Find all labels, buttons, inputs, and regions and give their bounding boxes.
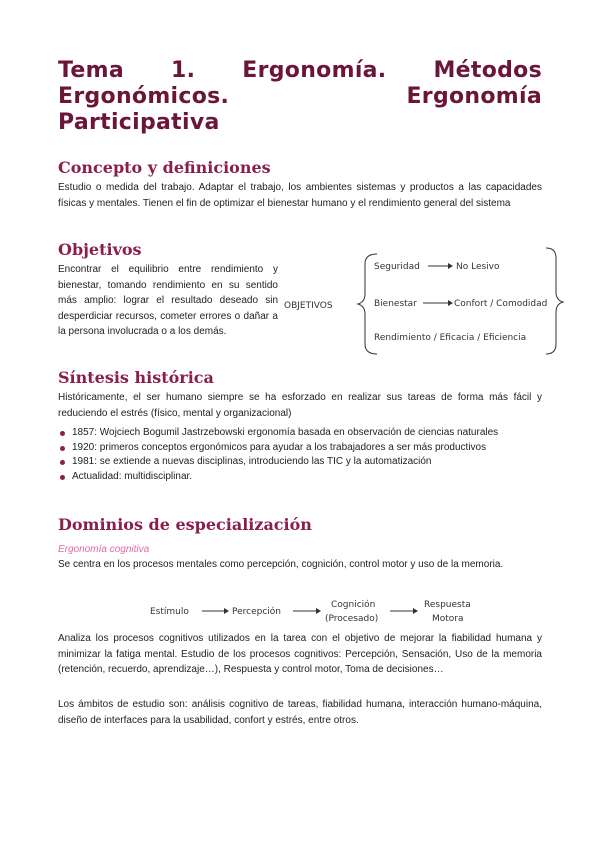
title-word: Ergonomía. xyxy=(242,58,387,83)
arrow-head-icon xyxy=(413,608,418,614)
right-brace-icon xyxy=(546,248,563,354)
title-word: Métodos xyxy=(433,58,542,83)
diagram-seguridad: Seguridad xyxy=(374,262,420,272)
cognitive-flow-diagram xyxy=(150,596,490,630)
dominios-text1: Se centra en los procesos mentales como percepción, cognición, control motor y uso de la memoria. xyxy=(58,559,504,570)
diagram-root-label: OBJETIVOS xyxy=(284,301,333,311)
arrow-head-icon xyxy=(316,608,321,614)
title-word: Participativa xyxy=(58,110,220,135)
diagram-confort: Confort / Comodidad xyxy=(454,299,548,309)
arrow-head-icon xyxy=(224,608,229,614)
dominios-text2: Analiza los procesos cognitivos utilizados en la tarea con el objetivo de mejorar la fiabilidad humana y minimizar la fatiga mental. Estudio de los procesos cognitivos: Percepción, Sensación, Uso de la memoria (retención, recuerdo, aprendizaje…), Respuesta y control motor, Toma de decisiones… xyxy=(58,633,542,675)
dominios-heading: Dominios de especialización xyxy=(58,515,312,534)
list-item: 1920: primeros conceptos ergonómicos para ayudar a los trabajadores a ser más productivos xyxy=(58,441,542,456)
flow-estimulo: Estímulo xyxy=(150,607,189,617)
flow-percepcion: Percepción xyxy=(232,607,282,617)
flow-respuesta: Respuesta xyxy=(424,600,471,610)
title-word: Ergonómicos. xyxy=(58,84,230,109)
dominios-text3: Los ámbitos de estudio son: análisis cognitivo de tareas, fiabilidad humana, interacción humano-máquina, diseño de interfaces para la usabilidad, confort y estrés, entre otros. xyxy=(58,699,542,726)
diagram-rendimiento: Rendimiento / Eficacia / Eficiencia xyxy=(374,333,527,343)
sintesis-heading: Síntesis histórica xyxy=(58,368,214,387)
list-item: Actualidad: multidisciplinar. xyxy=(58,470,542,485)
concepto-heading: Concepto y definiciones xyxy=(58,158,271,177)
title-word: Ergonomía xyxy=(406,84,542,109)
sintesis-text: Históricamente, el ser humano siempre se ha esforzado en realizar sus tareas de forma más fácil y reduciendo el estrés (físico, mental y organizacional) xyxy=(58,392,542,419)
diagram-bienestar: Bienestar xyxy=(374,299,417,309)
objetivos-diagram xyxy=(282,244,572,360)
flow-motora: Motora xyxy=(432,614,464,624)
title-word: Tema xyxy=(58,58,124,83)
page-title xyxy=(58,58,542,136)
flow-procesado: (Procesado) xyxy=(325,614,379,624)
concepto-text: Estudio o medida del trabajo. Adaptar el trabajo, los ambientes sistemas y productos a las capacidades físicas y mentales. Tienen el fin de optimizar el bienestar humano y el rendimiento general del sistema xyxy=(58,182,542,209)
dominios-subheading: Ergonomía cognitiva xyxy=(58,544,150,555)
sintesis-list xyxy=(58,426,542,484)
diagram-no-lesivo: No Lesivo xyxy=(456,262,500,272)
objetivos-text: Encontrar el equilibrio entre rendimiento y bienestar, tomando rendimiento en su sentido más amplio: lograr el resultado deseado sin desperdiciar recursos, cometer errores o dañar a la persona involucrada o a los demás. xyxy=(58,264,278,337)
list-item: 1857: Wojciech Bogumil Jastrzebowski ergonomía basada en observación de ciencias naturales xyxy=(58,426,542,441)
arrow-head-icon xyxy=(448,300,453,306)
objetivos-heading: Objetivos xyxy=(58,240,142,259)
title-word: 1. xyxy=(171,58,196,83)
list-item: 1981: se extiende a nuevas disciplinas, introduciendo las TIC y la automatización xyxy=(58,455,542,470)
flow-cognicion: Cognición xyxy=(331,600,376,610)
arrow-head-icon xyxy=(448,263,453,269)
